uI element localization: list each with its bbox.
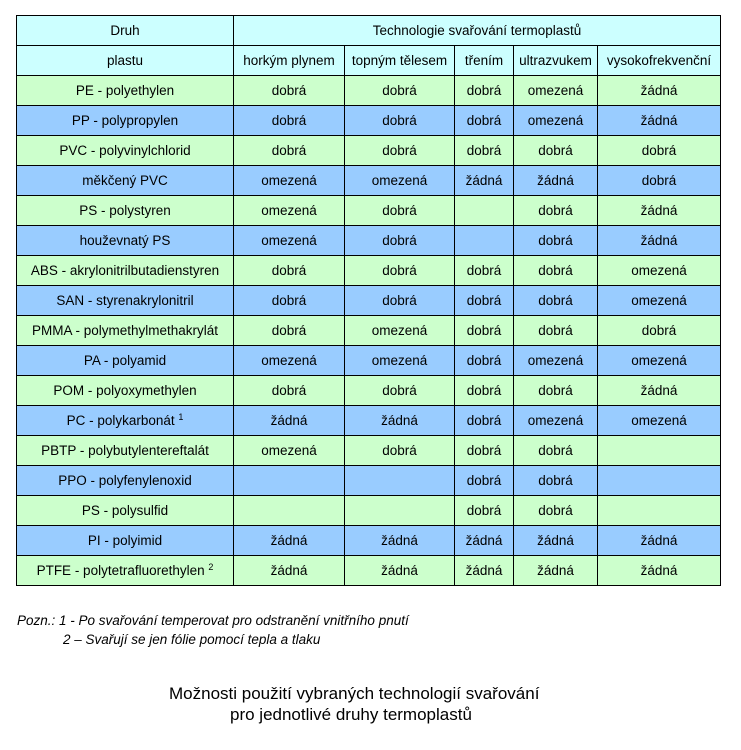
- rating-cell: dobrá: [455, 496, 514, 526]
- table-row: [17, 526, 721, 556]
- method-header-ultrasonic: ultrazvukem: [514, 46, 598, 76]
- rating-cell: dobrá: [234, 256, 345, 286]
- rating-cell: dobrá: [455, 256, 514, 286]
- method-header-friction: třením: [455, 46, 514, 76]
- rating-cell: dobrá: [455, 286, 514, 316]
- plastic-name: houževnatý PS: [79, 233, 171, 248]
- plastic-name: PC - polykarbonát: [66, 413, 175, 428]
- plastic-name: SAN - styrenakrylonitril: [56, 293, 194, 308]
- welding-compatibility-table: [16, 15, 721, 586]
- rating-cell: dobrá: [234, 286, 345, 316]
- rating-cell: [234, 466, 345, 496]
- plastic-name-cell: [17, 316, 234, 346]
- rating-cell: dobrá: [234, 376, 345, 406]
- rating-cell: omezená: [598, 256, 721, 286]
- rating-cell: omezená: [345, 166, 455, 196]
- plastic-name-cell: [17, 496, 234, 526]
- rating-cell: dobrá: [598, 316, 721, 346]
- rating-cell: dobrá: [514, 316, 598, 346]
- rating-cell: omezená: [234, 436, 345, 466]
- plastic-name: měkčený PVC: [82, 173, 168, 188]
- plastic-name: PMMA - polymethylmethakrylát: [31, 323, 219, 338]
- table-row: [17, 286, 721, 316]
- rating-cell: dobrá: [455, 106, 514, 136]
- plastic-name-cell: [17, 436, 234, 466]
- caption-line-1: Možnosti použití vybraných technologií svařování: [169, 684, 540, 703]
- plastic-name: PBTP - polybutylentereftalát: [41, 443, 209, 458]
- rating-cell: dobrá: [234, 76, 345, 106]
- rating-cell: dobrá: [514, 136, 598, 166]
- rating-cell: dobrá: [455, 406, 514, 436]
- rating-cell: [598, 436, 721, 466]
- rating-cell: žádná: [598, 76, 721, 106]
- plastic-type-header-line1: Druh: [17, 16, 234, 46]
- plastic-name-cell: [17, 556, 234, 586]
- rating-cell: dobrá: [455, 376, 514, 406]
- table-row: [17, 316, 721, 346]
- rating-cell: [598, 496, 721, 526]
- table-row: [17, 76, 721, 106]
- table-row: [17, 346, 721, 376]
- rating-cell: dobrá: [514, 496, 598, 526]
- header-row-2: [17, 46, 721, 76]
- table-row: [17, 496, 721, 526]
- plastic-name: PS - polystyren: [79, 203, 171, 218]
- plastic-name: PPO - polyfenylenoxid: [58, 473, 192, 488]
- plastic-name: PA - polyamid: [83, 353, 167, 368]
- rating-cell: žádná: [345, 556, 455, 586]
- plastic-name-cell: [17, 376, 234, 406]
- rating-cell: [345, 496, 455, 526]
- rating-cell: omezená: [514, 106, 598, 136]
- rating-cell: dobrá: [455, 136, 514, 166]
- plastic-name: PTFE - polytetrafluorethylen: [36, 563, 205, 578]
- rating-cell: žádná: [455, 166, 514, 196]
- rating-cell: dobrá: [514, 196, 598, 226]
- plastic-name: PS - polysulfid: [81, 503, 169, 518]
- rating-cell: [345, 466, 455, 496]
- table-row: [17, 406, 721, 436]
- rating-cell: dobrá: [234, 136, 345, 166]
- plastic-name: PI - polyimid: [87, 533, 163, 548]
- rating-cell: žádná: [234, 526, 345, 556]
- rating-cell: žádná: [598, 106, 721, 136]
- rating-cell: žádná: [455, 526, 514, 556]
- rating-cell: omezená: [514, 346, 598, 376]
- rating-cell: žádná: [598, 526, 721, 556]
- table-row: [17, 376, 721, 406]
- method-header-hot-plate: topným tělesem: [345, 46, 455, 76]
- rating-cell: dobrá: [455, 346, 514, 376]
- rating-cell: omezená: [345, 316, 455, 346]
- rating-cell: dobrá: [514, 376, 598, 406]
- plastic-name-cell: [17, 196, 234, 226]
- technology-group-header: Technologie svařování termoplastů: [234, 16, 721, 46]
- footnote-2: 2 – Svařují se jen fólie pomocí tepla a tlaku: [63, 632, 321, 647]
- rating-cell: omezená: [345, 346, 455, 376]
- method-header-high-frequency: vysokofrekvenční: [598, 46, 721, 76]
- plastic-name-cell: [17, 226, 234, 256]
- rating-cell: dobrá: [455, 436, 514, 466]
- plastic-name-cell: [17, 136, 234, 166]
- rating-cell: dobrá: [514, 226, 598, 256]
- table-caption: [0, 683, 741, 725]
- table-row: [17, 166, 721, 196]
- rating-cell: dobrá: [234, 106, 345, 136]
- rating-cell: dobrá: [514, 436, 598, 466]
- rating-cell: dobrá: [455, 316, 514, 346]
- plastic-name-cell: [17, 286, 234, 316]
- rating-cell: žádná: [598, 376, 721, 406]
- table-row: [17, 466, 721, 496]
- table-row: [17, 556, 721, 586]
- footnote-marker: 1: [178, 412, 184, 422]
- rating-cell: omezená: [234, 346, 345, 376]
- rating-cell: žádná: [598, 226, 721, 256]
- footnote-marker: 2: [208, 562, 214, 572]
- rating-cell: omezená: [598, 346, 721, 376]
- plastic-name-cell: [17, 256, 234, 286]
- rating-cell: dobrá: [234, 316, 345, 346]
- plastic-name: PE - polyethylen: [75, 83, 175, 98]
- rating-cell: žádná: [345, 406, 455, 436]
- rating-cell: omezená: [234, 166, 345, 196]
- rating-cell: žádná: [345, 526, 455, 556]
- header-row-1: [17, 16, 721, 46]
- table-row: [17, 136, 721, 166]
- table-row: [17, 196, 721, 226]
- rating-cell: žádná: [598, 196, 721, 226]
- plastic-name: POM - polyoxymethylen: [53, 383, 197, 398]
- rating-cell: dobrá: [514, 286, 598, 316]
- footnote-1: Pozn.: 1 - Po svařování temperovat pro odstranění vnitřního pnutí: [17, 613, 409, 628]
- rating-cell: žádná: [455, 556, 514, 586]
- rating-cell: omezená: [514, 406, 598, 436]
- rating-cell: dobrá: [345, 196, 455, 226]
- footnotes: [17, 611, 409, 649]
- rating-cell: dobrá: [345, 376, 455, 406]
- rating-cell: žádná: [514, 166, 598, 196]
- plastic-name-cell: [17, 526, 234, 556]
- rating-cell: dobrá: [455, 466, 514, 496]
- rating-cell: dobrá: [345, 76, 455, 106]
- rating-cell: omezená: [234, 226, 345, 256]
- rating-cell: dobrá: [345, 226, 455, 256]
- rating-cell: omezená: [598, 406, 721, 436]
- table-body: [17, 76, 721, 586]
- rating-cell: dobrá: [345, 436, 455, 466]
- table-row: [17, 256, 721, 286]
- rating-cell: dobrá: [345, 286, 455, 316]
- rating-cell: dobrá: [345, 136, 455, 166]
- rating-cell: žádná: [234, 556, 345, 586]
- plastic-name-cell: [17, 346, 234, 376]
- plastic-name-cell: [17, 466, 234, 496]
- rating-cell: omezená: [598, 286, 721, 316]
- rating-cell: [455, 196, 514, 226]
- table-row: [17, 436, 721, 466]
- rating-cell: dobrá: [514, 466, 598, 496]
- plastic-name: PVC - polyvinylchlorid: [59, 143, 191, 158]
- rating-cell: [598, 466, 721, 496]
- plastic-name-cell: [17, 406, 234, 436]
- method-header-hot-gas: horkým plynem: [234, 46, 345, 76]
- plastic-name-cell: [17, 76, 234, 106]
- table-row: [17, 106, 721, 136]
- plastic-name-cell: [17, 106, 234, 136]
- rating-cell: žádná: [514, 556, 598, 586]
- rating-cell: dobrá: [345, 106, 455, 136]
- rating-cell: žádná: [234, 406, 345, 436]
- plastic-name: PP - polypropylen: [71, 113, 179, 128]
- rating-cell: dobrá: [598, 136, 721, 166]
- rating-cell: dobrá: [455, 76, 514, 106]
- rating-cell: omezená: [234, 196, 345, 226]
- rating-cell: [455, 226, 514, 256]
- rating-cell: [234, 496, 345, 526]
- rating-cell: žádná: [598, 556, 721, 586]
- plastic-type-header-line2: plastu: [17, 46, 234, 76]
- table-row: [17, 226, 721, 256]
- rating-cell: žádná: [514, 526, 598, 556]
- rating-cell: dobrá: [345, 256, 455, 286]
- rating-cell: omezená: [514, 76, 598, 106]
- plastic-name: ABS - akrylonitrilbutadienstyren: [30, 263, 220, 278]
- rating-cell: dobrá: [598, 166, 721, 196]
- plastic-name-cell: [17, 166, 234, 196]
- caption-line-2: pro jednotlivé druhy termoplastů: [230, 705, 472, 724]
- rating-cell: dobrá: [514, 256, 598, 286]
